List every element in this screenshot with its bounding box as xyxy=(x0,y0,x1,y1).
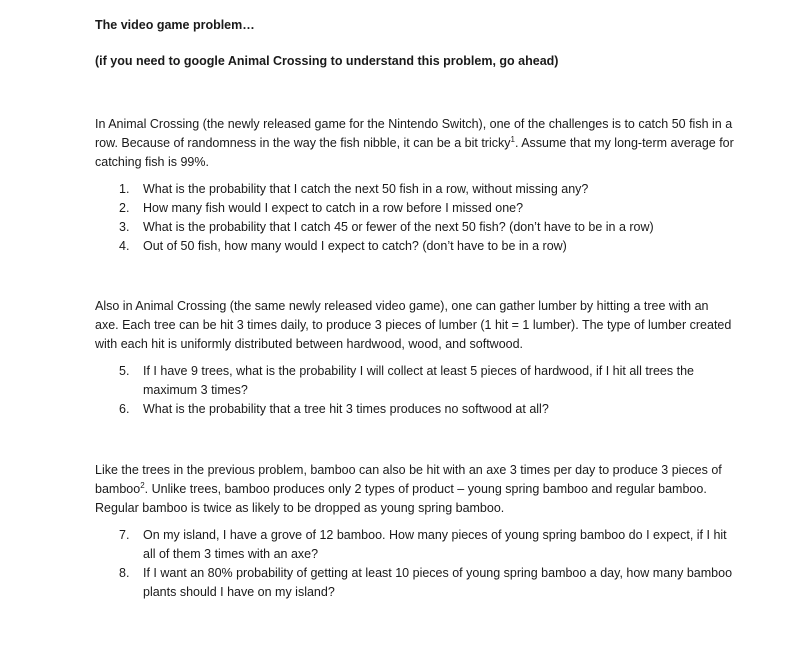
question-item xyxy=(95,400,735,419)
question-item xyxy=(95,564,735,602)
lumber-paragraph: Also in Animal Crossing (the same newly released video game), one can gather lumber by hitting a tree with an axe. Each tree can be hit 3 times daily, to produce 3 pieces of lumber (1 hit = 1 lumber). The type of lumber created with each hit is uniformly distributed between hardwood, wood, and softwood. xyxy=(95,299,732,351)
question-item xyxy=(95,526,735,564)
question-text: If I want an 80% probability of getting at least 10 pieces of young spring bamboo a day, how many bamboo plants should I have on my island? xyxy=(143,566,733,599)
question-item xyxy=(95,237,735,256)
question-text: What is the probability that I catch the next 50 fish in a row, without missing any? xyxy=(143,182,589,196)
document-page xyxy=(95,10,735,602)
bamboo-questions xyxy=(95,526,735,602)
question-text: Out of 50 fish, how many would I expect to catch? (don’t have to be in a row) xyxy=(143,239,567,253)
question-text: On my island, I have a grove of 12 bamboo. How many pieces of young spring bamboo do I expect, if I hit all of them 3 times with an axe? xyxy=(143,528,727,561)
question-number: 8. xyxy=(119,566,130,580)
footnote-marker-1: 1 xyxy=(510,135,515,144)
bamboo-paragraph-text-b: . Unlike trees, bamboo produces only 2 types of product – young spring bamboo and regular bamboo. Regular bamboo is twice as likely to be dropped as young spring bamboo. xyxy=(95,482,707,515)
question-number: 2. xyxy=(119,201,130,215)
document-subtitle: (if you need to google Animal Crossing to understand this problem, go ahead) xyxy=(95,54,559,68)
question-number: 5. xyxy=(119,364,130,378)
question-item xyxy=(95,199,735,218)
question-number: 6. xyxy=(119,402,130,416)
question-text: What is the probability that I catch 45 or fewer of the next 50 fish? (don’t have to be in a row) xyxy=(143,220,654,234)
question-number: 4. xyxy=(119,239,130,253)
question-text: What is the probability that a tree hit 3 times produces no softwood at all? xyxy=(143,402,549,416)
question-item xyxy=(95,180,735,199)
question-number: 7. xyxy=(119,528,130,542)
fishing-paragraph xyxy=(95,115,735,172)
document-title: The video game problem… xyxy=(95,18,255,32)
question-item xyxy=(95,218,735,237)
question-number: 1. xyxy=(119,182,130,196)
fishing-paragraph-text-b: . Assume that my long-term average for catching fish is 99%. xyxy=(95,136,734,169)
question-text: How many fish would I expect to catch in a row before I missed one? xyxy=(143,201,524,215)
bamboo-paragraph xyxy=(95,461,735,518)
fishing-questions xyxy=(95,180,735,256)
fishing-paragraph-text-a: In Animal Crossing (the newly released game for the Nintendo Switch), one of the challenges is to catch 50 fish in a row. Because of randomness in the way the fish nibble, it can be a bit tricky xyxy=(95,117,733,150)
footnote-marker-2: 2 xyxy=(140,481,145,490)
question-item xyxy=(95,362,735,400)
question-number: 3. xyxy=(119,220,130,234)
question-text: If I have 9 trees, what is the probability I will collect at least 5 pieces of hardwood, if I hit all trees the maximum 3 times? xyxy=(143,364,694,397)
bamboo-paragraph-text-a: Like the trees in the previous problem, bamboo can also be hit with an axe 3 times per day to produce 3 pieces of bamboo xyxy=(95,463,722,496)
lumber-questions xyxy=(95,362,735,419)
